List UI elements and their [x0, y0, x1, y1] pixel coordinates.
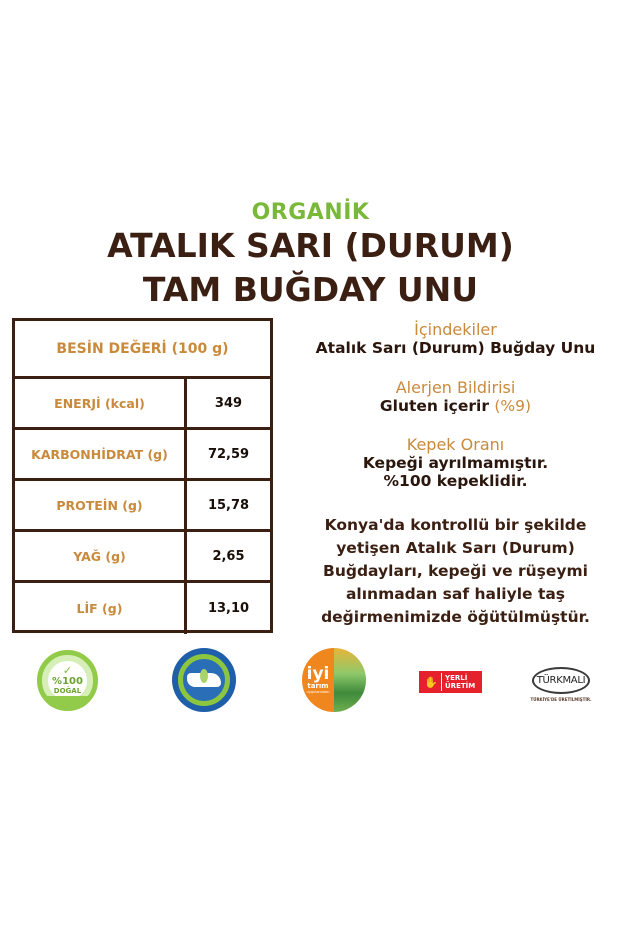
good-agriculture-badge	[302, 648, 366, 712]
ingredients-text: Atalık Sarı (Durum) Buğday Unu	[315, 339, 596, 357]
product-title-line2: TAM BUĞDAY UNU	[142, 270, 479, 309]
checkmark-icon: ✓	[62, 665, 73, 677]
nutrient-label: ENERJİ (kcal)	[15, 379, 187, 427]
badge-text-uygulamalari: uygulamaları	[306, 690, 330, 694]
ingredients-heading: İçindekiler	[414, 320, 497, 339]
natural-100-badge	[37, 650, 98, 711]
nutrition-table-heading: BESİN DEĞERİ (100 g)	[15, 321, 270, 379]
product-description	[290, 514, 621, 629]
description-line: Buğdayları, kepeği ve rüşeymi	[323, 562, 588, 580]
badge-text-tarim: tarım	[307, 682, 329, 690]
table-row	[15, 481, 270, 532]
allergen-text: Gluten içerir	[379, 397, 489, 415]
table-row	[15, 430, 270, 481]
allergen-percentage: (%9)	[494, 397, 532, 415]
ingredients-section	[290, 320, 621, 357]
turkmali-subtitle: TÜRKİYE'DE ÜRETİLMİŞTİR.	[530, 697, 592, 702]
organic-farming-seal-icon	[172, 648, 236, 712]
nutrition-table	[12, 318, 273, 633]
description-line: Konya'da kontrollü bir şekilde	[324, 516, 587, 534]
nutrient-value: 13,10	[207, 601, 250, 616]
bran-section	[290, 435, 621, 490]
bran-heading: Kepek Oranı	[406, 435, 505, 454]
description-line: alınmadan saf haliyle taş	[345, 585, 566, 603]
table-row	[15, 583, 270, 634]
local-production-text	[442, 673, 480, 691]
local-production-line2: ÜRETİM	[445, 682, 476, 690]
nutrient-value: 72,59	[207, 446, 250, 462]
natural-pct: %100	[52, 676, 83, 687]
local-production-badge	[419, 671, 482, 693]
description-line: yetişen Atalık Sarı (Durum)	[336, 539, 575, 557]
description-line: değirmenimizde öğütülmüştür.	[321, 608, 590, 626]
nutrient-value: 15,78	[207, 497, 250, 513]
nutrient-label: PROTEİN (g)	[15, 481, 187, 529]
good-agriculture-text	[302, 648, 334, 712]
allergen-statement	[290, 397, 621, 415]
nutrient-value: 349	[214, 395, 243, 411]
nutrient-label: YAĞ (g)	[15, 532, 187, 580]
turkey-map-icon	[187, 673, 221, 687]
bran-line2: %100 kepeklidir.	[383, 472, 528, 490]
table-row	[15, 379, 270, 430]
organic-kicker: ORGANİK	[251, 200, 370, 225]
turkish-made-badge	[526, 667, 596, 707]
local-production-line1: YERLİ	[445, 674, 468, 682]
table-row	[15, 532, 270, 583]
badge-text-iyi: iyi	[306, 664, 330, 684]
seal-ring	[178, 654, 230, 706]
ribbon-shape	[45, 696, 90, 708]
handshake-icon: ✋	[421, 673, 441, 691]
farm-landscape-icon	[334, 648, 366, 712]
allergen-section	[290, 378, 621, 415]
allergen-heading: Alerjen Bildirisi	[395, 378, 516, 397]
turkmali-logo: TÜRKMALI	[532, 667, 590, 694]
leaf-icon	[200, 669, 208, 683]
bran-line1: Kepeği ayrılmamıştır.	[362, 454, 549, 472]
nutrient-value: 2,65	[212, 548, 245, 564]
nutrient-label: LİF (g)	[15, 583, 187, 634]
natural-label: DOĞAL	[53, 687, 82, 695]
nutrient-label: KARBONHİDRAT (g)	[15, 430, 187, 478]
product-title-line1: ATALIK SARI (DURUM)	[107, 226, 514, 265]
